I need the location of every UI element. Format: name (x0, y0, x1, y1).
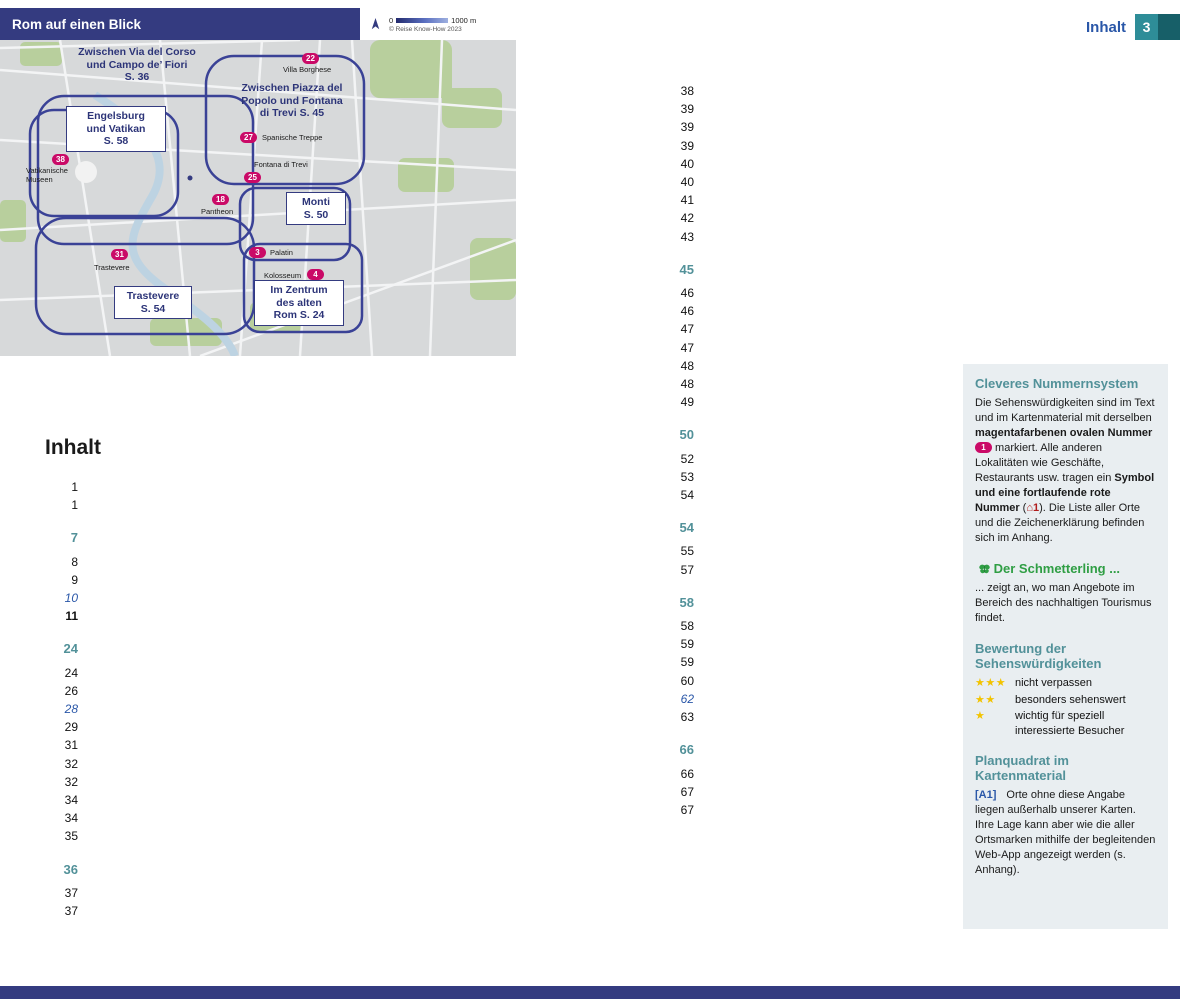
toc-page-number: 26 (64, 683, 78, 698)
toc-entry (672, 542, 977, 560)
toc-section-heading (672, 741, 977, 759)
toc-entry (672, 519, 977, 537)
map-header (0, 8, 516, 40)
toc-section-heading (672, 594, 977, 612)
map-place-label: Trastevere (94, 263, 130, 272)
toc-entry (672, 393, 977, 411)
toc-page-number: 29 (64, 720, 78, 735)
toc-page-number: 1 (71, 498, 78, 513)
toc-entry (44, 496, 414, 514)
rating-legend-row (975, 693, 1156, 708)
toc-page-number: 63 (680, 710, 694, 725)
toc-entry (44, 571, 414, 589)
toc-page-number: 46 (680, 304, 694, 319)
map-sight-marker: 18 (212, 194, 229, 205)
sidebar-text-grid (975, 788, 1156, 878)
toc-entry (44, 809, 414, 827)
toc-page-number: 60 (680, 673, 694, 688)
toc-page-number: 37 (64, 885, 78, 900)
map-sight-marker: 38 (52, 154, 69, 165)
toc-entry (44, 902, 414, 920)
map-sight-marker: 22 (302, 53, 319, 64)
rating-stars: ★ (975, 710, 986, 722)
toc-entry (672, 137, 977, 155)
toc-entry (44, 478, 414, 496)
map-place-label: Pantheon (201, 207, 234, 216)
toc-entry (672, 209, 977, 227)
map-copyright: © Reise Know-How 2023 (389, 25, 462, 33)
rating-stars: ★★★ (975, 677, 1007, 689)
footer-bar (0, 986, 1180, 999)
toc-page-number: 59 (680, 655, 694, 670)
toc-entry (672, 320, 977, 338)
toc-page-number: 66 (679, 742, 694, 758)
toc-entry (672, 375, 977, 393)
toc-entry (672, 450, 977, 468)
map-overview-panel (0, 8, 516, 356)
toc-entry (44, 755, 414, 773)
toc-page-number: 24 (64, 665, 78, 680)
page-header (1086, 14, 1180, 40)
toc-entry (44, 664, 414, 682)
map-region-label-monti: Monti S. 50 (286, 192, 346, 225)
toc-entry (672, 191, 977, 209)
toc-entry (672, 468, 977, 486)
toc-entry (672, 118, 977, 136)
map-scale (360, 8, 516, 40)
grid-ref-example: [A1] (975, 789, 997, 801)
sidebar-heading-grid: Planquadrat im Kartenmaterial (975, 753, 1069, 783)
map-place-label: Kolosseum (264, 271, 302, 280)
toc-entry (44, 700, 414, 718)
toc-entry (44, 718, 414, 736)
rating-label: besonders sehenswert (1015, 693, 1126, 706)
rating-legend (975, 676, 1156, 738)
toc-entry (44, 884, 414, 902)
map-region-label-trastevere: Trastevere S. 54 (114, 286, 192, 319)
rating-legend-row (975, 709, 1156, 738)
toc-page-number: 39 (680, 120, 694, 135)
toc-entry (672, 339, 977, 357)
toc-entry (44, 827, 414, 845)
toc-page-number: 66 (680, 766, 694, 781)
toc-page-number: 34 (64, 811, 78, 826)
sidebar-text-segment: magentafarbenen ovalen Nummer (975, 427, 1153, 439)
toc-page-number: 62 (680, 691, 694, 706)
map-place-label: Palatin (270, 248, 293, 257)
toc-entry (672, 783, 977, 801)
sidebar-text-segment: markiert. Alle anderen Lokalitäten wie Geschäfte, Restaurants usw. tragen ein (975, 442, 1115, 484)
toc-page-number: 48 (680, 358, 694, 373)
toc-page-number: 8 (71, 554, 78, 569)
toc-entry (672, 765, 977, 783)
toc-page-number: 36 (63, 861, 78, 877)
scale-zero: 0 (389, 15, 394, 25)
map-sight-marker: 25 (244, 172, 261, 183)
map-place-label: Villa Borghese (283, 65, 332, 74)
toc-column-left (44, 478, 414, 920)
sidebar-text-segment: Symbol und eine fortlaufende rote Nummer (975, 472, 1155, 514)
map-region-label-corso: Zwischen Via del Corso und Campo de’ Fiori S. 36 (78, 46, 196, 83)
toc-page-number: 1 (71, 480, 78, 494)
compass-icon (368, 17, 383, 32)
grid-ref-text: Orte ohne diese Angabe liegen außerhalb unserer Karten. Ihre Lage kann aber wie die aller Ortsmarken mithilfe der begleitenden Web-App angezeigt werden (s. Anhang). (975, 789, 1156, 876)
toc-page-number: 43 (680, 229, 694, 244)
scale-bar (396, 18, 448, 23)
map-sight-marker: 3 (249, 247, 266, 258)
toc-page-number: 10 (64, 591, 78, 606)
map-sight-marker: 27 (240, 132, 257, 143)
toc-column-middle (672, 82, 977, 819)
butterfly-icon (979, 561, 990, 576)
toc-page-number: 42 (680, 211, 694, 226)
toc-entry (672, 302, 977, 320)
butterfly-heading-text: Der Schmetterling ... (993, 561, 1121, 576)
toc-page-number: 34 (64, 793, 78, 808)
map-graphic (0, 40, 516, 356)
toc-page-number: 7 (70, 530, 78, 546)
toc-entry (672, 617, 977, 635)
map-place-label: Vatikanische Museen (26, 166, 68, 184)
toc-entry (672, 635, 977, 653)
toc-page-number: 40 (680, 156, 694, 171)
map-marker-layer (0, 40, 516, 356)
map-title: Rom auf einen Blick (0, 8, 360, 40)
map-sight-marker: 4 (307, 269, 324, 280)
sidebar-text-butterfly: ... zeigt an, wo man Angebote im Bereich des nachhaltigen Tourismus findet. (975, 582, 1152, 624)
toc-entry (672, 653, 977, 671)
toc-page-number: 31 (64, 738, 78, 753)
toc-page-number: 32 (64, 756, 78, 771)
toc-page-number: 50 (679, 427, 694, 443)
toc-page-number: 67 (680, 802, 694, 817)
scale-distance: 1000 m (451, 15, 477, 25)
toc-entry (672, 708, 977, 726)
toc-page-number: 47 (680, 322, 694, 337)
toc-page-number: 45 (679, 261, 694, 277)
toc-entry (672, 173, 977, 191)
rating-legend-row (975, 676, 1156, 691)
map-region-label-popolo: Zwischen Piazza del Popolo und Fontana di Trevi S. 45 (241, 82, 343, 119)
toc-entry (672, 82, 977, 100)
sidebar-text-segment: ( (1019, 502, 1027, 514)
toc-page-number: 54 (679, 520, 694, 536)
toc-page-number: 9 (71, 572, 78, 587)
map-region-label-vatikan: Engelsburg und Vatikan S. 58 (66, 106, 166, 152)
sidebar-heading-butterfly (975, 561, 1156, 576)
toc-entry (44, 553, 414, 571)
toc-page-number: 52 (680, 451, 694, 466)
toc-page-number: 46 (680, 286, 694, 301)
toc-page-number: 38 (680, 84, 694, 98)
toc-page-number: 35 (64, 829, 78, 844)
toc-page-number: 57 (680, 562, 694, 577)
sidebar-text-numbering (975, 396, 1156, 546)
toc-entry (672, 357, 977, 375)
toc-page-number: 11 (65, 609, 78, 624)
toc-page-number: 55 (680, 544, 694, 559)
toc-page-number: 32 (64, 774, 78, 789)
page-header-title: Inhalt (1086, 18, 1126, 36)
toc-title: Inhalt (45, 436, 101, 459)
toc-page-number: 37 (64, 904, 78, 919)
toc-page-number: 28 (64, 702, 78, 717)
toc-page-number: 49 (680, 395, 694, 410)
toc-entry (672, 228, 977, 246)
toc-section-heading (44, 529, 414, 547)
toc-page-number: 39 (680, 138, 694, 153)
sidebar-heading-numbering: Cleveres Nummernsystem (975, 376, 1139, 391)
page-edge-tab (1158, 14, 1180, 40)
toc-entry (672, 672, 977, 690)
toc-entry (44, 589, 414, 607)
toc-entry (44, 736, 414, 754)
info-sidebar (963, 364, 1168, 929)
sidebar-heading-rating: Bewertung der Sehenswürdigkeiten (975, 641, 1102, 671)
page-number-badge: 3 (1135, 14, 1158, 40)
toc-section-heading (672, 261, 977, 279)
toc-entry (672, 100, 977, 118)
toc-entry (44, 607, 414, 625)
toc-page-number: 67 (680, 784, 694, 799)
toc-section-heading (44, 861, 414, 879)
rating-label: wichtig für speziell interessierte Besucher (1015, 710, 1125, 737)
toc-page-number: 47 (680, 340, 694, 355)
toc-page-number: 41 (680, 193, 694, 208)
sidebar-text-segment: ). Die Liste aller Orte und die Zeichenerklärung befinden sich im Anhang. (975, 502, 1145, 544)
toc-entry (672, 284, 977, 302)
sidebar-text-segment: Die Sehenswürdigkeiten sind im Text und im Kartenmaterial mit derselben (975, 397, 1155, 424)
red-number-icon: ⌂1 (1026, 502, 1040, 514)
map-sight-marker: 31 (111, 249, 128, 260)
rating-stars: ★★ (975, 693, 996, 706)
rating-label: nicht verpassen (1015, 677, 1093, 689)
toc-page-number: 53 (680, 469, 694, 484)
toc-page-number: 58 (680, 619, 694, 634)
toc-entry (672, 690, 977, 708)
toc-entry (672, 801, 977, 819)
toc-entry (672, 486, 977, 504)
toc-entry (672, 561, 977, 579)
sight-marker-example: 1 (975, 442, 992, 453)
toc-entry (44, 682, 414, 700)
toc-entry (44, 773, 414, 791)
map-place-label: Spanische Treppe (262, 133, 323, 142)
toc-page-number: 59 (680, 637, 694, 652)
toc-entry (672, 155, 977, 173)
toc-page-number: 54 (680, 488, 694, 503)
toc-section-heading (672, 426, 977, 444)
toc-page-number: 58 (679, 594, 694, 610)
toc-page-number: 39 (680, 102, 694, 117)
toc-page-number: 48 (680, 377, 694, 392)
toc-section-heading (44, 640, 414, 658)
toc-page-number: 40 (680, 175, 694, 190)
map-place-label: Fontana di Trevi (254, 160, 308, 169)
map-region-label-zentrum: Im Zentrum des alten Rom S. 24 (254, 280, 344, 326)
toc-entry (44, 791, 414, 809)
toc-page-number: 24 (63, 641, 78, 657)
